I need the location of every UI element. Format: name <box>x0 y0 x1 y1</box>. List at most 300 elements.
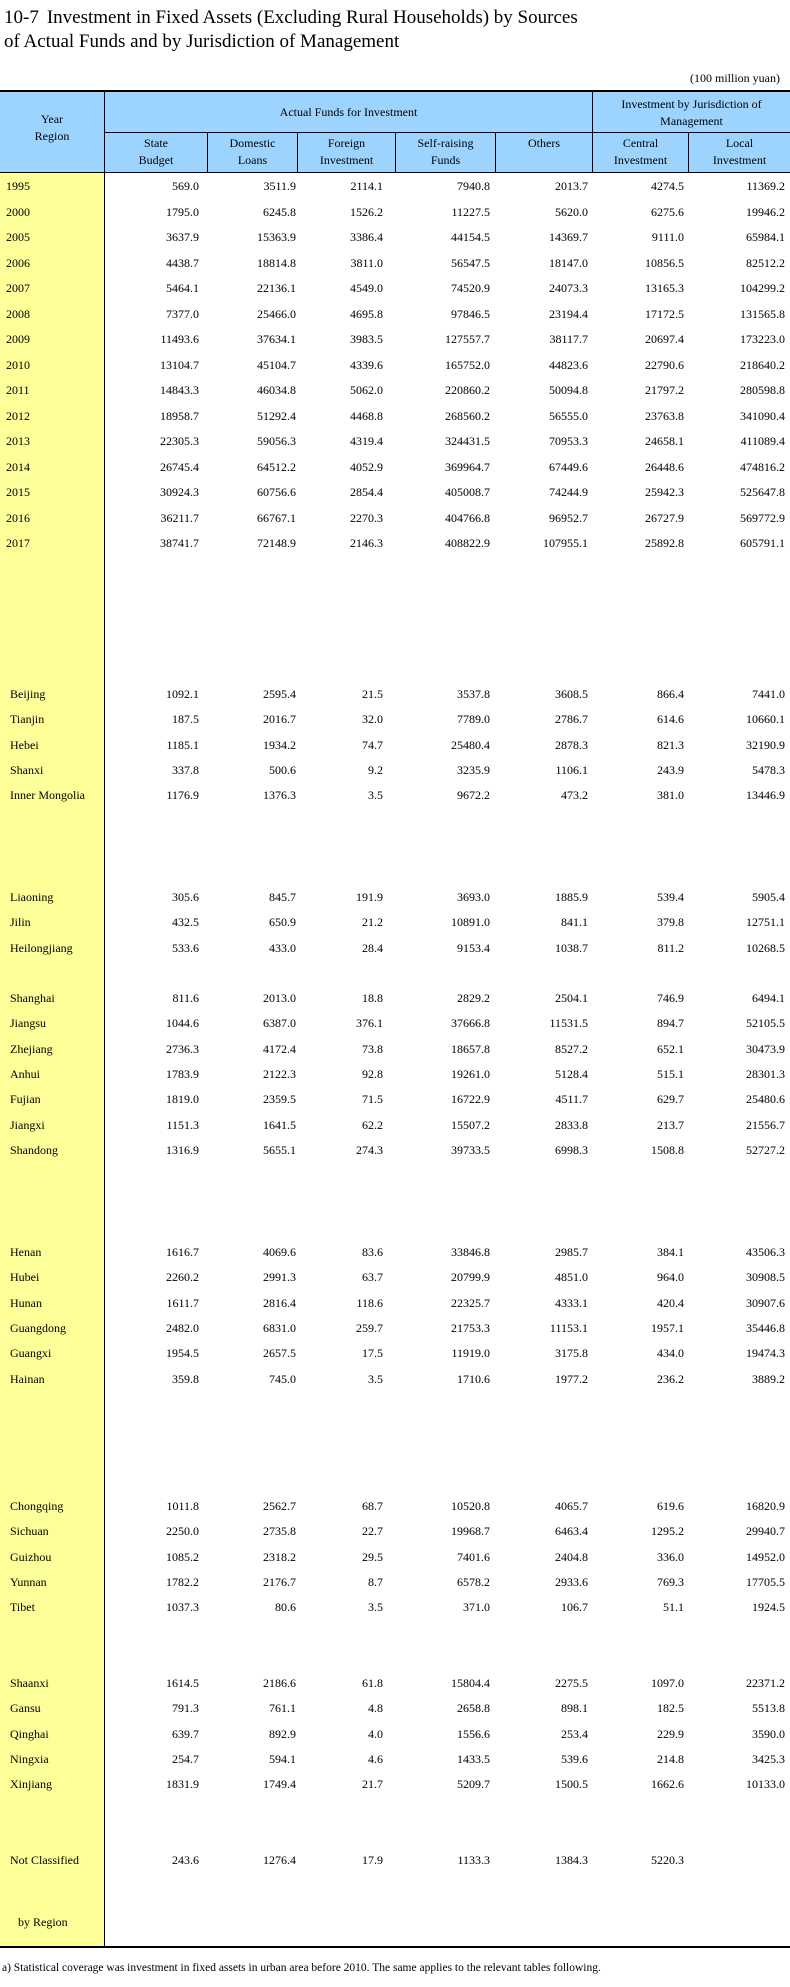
table-cell: 56555.0 <box>549 408 588 423</box>
table-cell: 13446.9 <box>746 788 785 803</box>
col-header-line2: Investment <box>613 153 668 167</box>
row-label: 2010 <box>6 357 30 372</box>
table-cell: 533.6 <box>172 940 199 955</box>
table-row <box>0 1089 790 1109</box>
table-cell: 2270.3 <box>350 510 383 525</box>
table-cell: 369964.7 <box>445 459 490 474</box>
table-row <box>0 1039 790 1059</box>
table-cell: 17.5 <box>362 1346 383 1361</box>
table-cell: 2176.7 <box>263 1574 296 1589</box>
table-row <box>0 1115 790 1135</box>
table-cell: 2482.0 <box>166 1320 199 1335</box>
table-cell: 2562.7 <box>263 1499 296 1513</box>
col-header-line1: Central <box>622 136 659 150</box>
table-cell: 118.6 <box>356 1295 383 1310</box>
table-cell: 652.1 <box>657 1041 684 1056</box>
table-cell: 61.8 <box>362 1676 383 1690</box>
table-cell: 629.7 <box>657 1092 684 1107</box>
last-row-label-continuation <box>0 1912 790 1932</box>
table-cell: 2013.0 <box>263 991 296 1005</box>
table-cell: 433.0 <box>269 940 296 955</box>
table-cell: 65984.1 <box>746 230 785 244</box>
col-header-state-budget <box>105 135 207 169</box>
table-cell: 19946.2 <box>746 204 785 219</box>
table-cell: 3511.9 <box>263 179 296 193</box>
table-cell: 66767.1 <box>257 510 296 525</box>
table-cell: 11369.2 <box>746 179 785 193</box>
row-label: Anhui <box>10 1066 40 1081</box>
table-row <box>0 1267 790 1287</box>
col-header-line2: Investment <box>319 153 374 167</box>
table-cell: 381.0 <box>657 788 684 803</box>
row-label: Tianjin <box>10 712 45 727</box>
row-label: Shanghai <box>10 991 55 1005</box>
table-cell: 1614.5 <box>166 1676 199 1690</box>
table-row <box>0 1774 790 1794</box>
table-cell: 74520.9 <box>451 281 490 295</box>
table-cell: 6463.4 <box>555 1524 588 1539</box>
row-label: 2015 <box>6 485 30 499</box>
table-cell: 71.5 <box>362 1092 383 1107</box>
table-cell: 10133.0 <box>746 1777 785 1792</box>
table-cell: 5478.3 <box>752 762 785 777</box>
table-row <box>0 1064 790 1084</box>
table-row <box>0 938 790 958</box>
table-cell: 9111.0 <box>651 230 684 244</box>
table-cell: 3425.3 <box>752 1751 785 1766</box>
table-cell: 1957.1 <box>651 1320 684 1335</box>
table-cell: 51.1 <box>663 1600 684 1615</box>
table-cell: 2829.2 <box>457 991 490 1005</box>
table-cell: 218640.2 <box>740 357 785 372</box>
col-header-line1: Others <box>528 136 560 150</box>
table-cell: 220860.2 <box>445 383 490 397</box>
table-number: 10-7 <box>4 7 39 28</box>
table-cell: 6387.0 <box>263 1016 296 1031</box>
table-cell: 2186.6 <box>263 1676 296 1690</box>
header-bottom-rule <box>0 172 790 173</box>
table-cell: 26727.9 <box>645 510 684 525</box>
table-cell: 9672.2 <box>457 788 490 803</box>
table-cell: 10660.1 <box>746 712 785 727</box>
table-cell: 6998.3 <box>555 1142 588 1157</box>
table-cell: 2146.3 <box>350 536 383 550</box>
table-cell: 1710.6 <box>457 1371 490 1386</box>
table-cell: 7441.0 <box>752 687 785 701</box>
table-cell: 18958.7 <box>160 408 199 423</box>
col-header-domestic-loans <box>208 135 297 169</box>
table-cell: 20799.9 <box>451 1270 490 1285</box>
table-cell: 2658.8 <box>457 1701 490 1716</box>
table-cell: 22.7 <box>362 1524 383 1539</box>
table-cell: 408822.9 <box>445 536 490 550</box>
table-cell: 39733.5 <box>451 1142 490 1157</box>
row-label: Jilin <box>10 915 31 930</box>
table-cell: 2736.3 <box>166 1041 199 1056</box>
table-cell: 2833.8 <box>555 1117 588 1132</box>
stub-header-text <box>0 111 104 145</box>
row-label: 2016 <box>6 510 30 525</box>
table-cell: 639.7 <box>172 1726 199 1741</box>
col-header-line1: Local <box>725 136 754 150</box>
table-cell: 6275.6 <box>651 204 684 219</box>
table-cell: 3537.8 <box>457 687 490 701</box>
table-row <box>0 202 790 222</box>
table-cell: 2114.1 <box>350 179 383 193</box>
table-cell: 1151.3 <box>166 1117 199 1132</box>
table-cell: 5464.1 <box>166 281 199 295</box>
table-cell: 1011.8 <box>166 1499 199 1513</box>
table-cell: 19474.3 <box>746 1346 785 1361</box>
table-cell: 1185.1 <box>166 737 199 752</box>
table-cell: 3.5 <box>368 1600 383 1615</box>
group-header-jurisdiction-line2: Management <box>660 114 723 128</box>
table-cell: 229.9 <box>657 1726 684 1741</box>
table-cell: 4274.5 <box>651 179 684 193</box>
table-cell: 4695.8 <box>350 306 383 321</box>
table-cell: 1616.7 <box>166 1245 199 1259</box>
table-cell: 1556.6 <box>457 1726 490 1741</box>
table-row <box>0 1521 790 1541</box>
col-header-line1: Foreign <box>327 136 366 150</box>
table-cell: 405008.7 <box>445 485 490 499</box>
table-cell: 44154.5 <box>451 230 490 244</box>
table-cell: 1295.2 <box>651 1524 684 1539</box>
table-cell: 4549.0 <box>350 281 383 295</box>
table-cell: 324431.5 <box>445 434 490 448</box>
table-row <box>0 684 790 704</box>
table-bottom-rule <box>0 1946 790 1948</box>
table-cell: 1526.2 <box>350 204 383 219</box>
table-cell: 25892.8 <box>645 536 684 550</box>
table-cell: 11531.5 <box>549 1016 588 1031</box>
table-cell: 769.3 <box>657 1574 684 1589</box>
table-cell: 254.7 <box>172 1751 199 1766</box>
table-cell: 68.7 <box>362 1499 383 1513</box>
table-cell: 3637.9 <box>166 230 199 244</box>
row-label: Shanxi <box>10 762 44 777</box>
table-cell: 3889.2 <box>752 1371 785 1386</box>
group-header-jurisdiction-line1: Investment by Jurisdiction of <box>621 97 762 111</box>
table-cell: 63.7 <box>362 1270 383 1285</box>
table-cell: 3235.9 <box>457 762 490 777</box>
table-row <box>0 304 790 324</box>
table-cell: 5905.4 <box>752 890 785 904</box>
table-cell: 3983.5 <box>350 332 383 346</box>
table-cell: 18657.8 <box>451 1041 490 1056</box>
table-cell: 404766.8 <box>445 510 490 525</box>
row-label: Guizhou <box>10 1549 52 1564</box>
table-cell: 2878.3 <box>555 737 588 752</box>
stub-header-year: Year <box>40 112 64 126</box>
table-cell: 4069.6 <box>263 1245 296 1259</box>
table-cell: 20697.4 <box>645 332 684 346</box>
table-cell: 24073.3 <box>549 281 588 295</box>
table-cell: 359.8 <box>172 1371 199 1386</box>
table-row <box>0 329 790 349</box>
table-cell: 3.5 <box>368 788 383 803</box>
table-cell: 28301.3 <box>746 1066 785 1081</box>
col-header-self-raising-funds <box>396 135 495 169</box>
table-cell: 1376.3 <box>263 788 296 803</box>
table-cell: 1276.4 <box>263 1853 296 1867</box>
table-row <box>0 912 790 932</box>
table-cell: 1092.1 <box>166 687 199 701</box>
table-cell: 243.6 <box>172 1853 199 1867</box>
table-cell: 2933.6 <box>555 1574 588 1589</box>
table-cell: 52105.5 <box>746 1016 785 1031</box>
table-row <box>0 380 790 400</box>
table-cell: 13165.3 <box>645 281 684 295</box>
table-cell: 1934.2 <box>263 737 296 752</box>
table-cell: 1954.5 <box>166 1346 199 1361</box>
table-cell: 131565.8 <box>740 306 785 321</box>
table-cell: 9.2 <box>368 762 383 777</box>
row-label: Chongqing <box>10 1499 64 1513</box>
table-cell: 43506.3 <box>746 1245 785 1259</box>
row-label: 2008 <box>6 306 30 321</box>
table-row <box>0 1749 790 1769</box>
table-cell: 4.8 <box>368 1701 383 1716</box>
row-label: 2013 <box>6 434 30 448</box>
table-cell: 791.3 <box>172 1701 199 1716</box>
table-cell: 3590.0 <box>752 1726 785 1741</box>
table-cell: 5620.0 <box>555 204 588 219</box>
table-cell: 3175.8 <box>555 1346 588 1361</box>
table-cell: 8.7 <box>368 1574 383 1589</box>
table-cell: 59056.3 <box>257 434 296 448</box>
table-cell: 52727.2 <box>746 1142 785 1157</box>
table-row <box>0 887 790 907</box>
row-label: Xinjiang <box>10 1777 52 1792</box>
row-label: Jiangxi <box>10 1117 45 1132</box>
table-cell: 3.5 <box>368 1371 383 1386</box>
table-cell: 4511.7 <box>555 1092 588 1107</box>
col-header-central-investment <box>593 135 688 169</box>
col-header-line2: Funds <box>430 153 461 167</box>
table-cell: 4851.0 <box>555 1270 588 1285</box>
table-cell: 2275.5 <box>555 1676 588 1690</box>
table-cell: 268560.2 <box>445 408 490 423</box>
table-cell: 5655.1 <box>263 1142 296 1157</box>
table-cell: 500.6 <box>269 762 296 777</box>
table-cell: 30924.3 <box>160 485 199 499</box>
table-cell: 21556.7 <box>746 1117 785 1132</box>
table-cell: 9153.4 <box>457 940 490 955</box>
table-cell: 379.8 <box>657 915 684 930</box>
table-cell: 6578.2 <box>457 1574 490 1589</box>
table-cell: 1044.6 <box>166 1016 199 1031</box>
table-row <box>0 735 790 755</box>
table-row <box>0 533 790 553</box>
table-cell: 28.4 <box>362 940 383 955</box>
table-cell: 7940.8 <box>457 179 490 193</box>
row-label: Henan <box>10 1245 42 1259</box>
table-cell: 4.0 <box>368 1726 383 1741</box>
unit-label: (100 million yuan) <box>690 71 780 85</box>
row-label: 2011 <box>6 383 30 397</box>
table-cell: 22325.7 <box>451 1295 490 1310</box>
row-label: Guangxi <box>10 1346 52 1361</box>
table-cell: 29940.7 <box>746 1524 785 1539</box>
table-cell: 56547.5 <box>451 255 490 270</box>
row-label: Heilongjiang <box>10 940 73 955</box>
col-header-others <box>496 135 592 152</box>
table-cell: 569772.9 <box>740 510 785 525</box>
table-cell: 1924.5 <box>752 1600 785 1615</box>
table-row <box>0 1698 790 1718</box>
row-label: 1995 <box>6 179 30 193</box>
table-cell: 74244.9 <box>549 485 588 499</box>
table-cell: 82512.2 <box>746 255 785 270</box>
table-row <box>0 457 790 477</box>
table-cell: 1749.4 <box>263 1777 296 1792</box>
row-label: 2009 <box>6 332 30 346</box>
table-cell: 274.3 <box>356 1142 383 1157</box>
table-cell: 36211.7 <box>160 510 199 525</box>
table-cell: 1611.7 <box>166 1295 199 1310</box>
table-cell: 106.7 <box>561 1600 588 1615</box>
table-cell: 17705.5 <box>746 1574 785 1589</box>
table-cell: 21753.3 <box>451 1320 490 1335</box>
table-row <box>0 1547 790 1567</box>
table-cell: 1085.2 <box>166 1549 199 1564</box>
row-label: Liaoning <box>10 890 54 904</box>
table-row <box>0 508 790 528</box>
table-cell: 1384.3 <box>555 1853 588 1867</box>
table-cell: 11493.6 <box>160 332 199 346</box>
group-header-actual-funds: Actual Funds for Investment <box>279 105 418 119</box>
table-cell: 5220.3 <box>651 1853 684 1867</box>
table-cell: 866.4 <box>657 687 684 701</box>
table-cell: 2260.2 <box>166 1270 199 1285</box>
table-cell: 2985.7 <box>555 1245 588 1259</box>
table-cell: 894.7 <box>657 1016 684 1031</box>
table-row <box>0 355 790 375</box>
table-cell: 29.5 <box>362 1549 383 1564</box>
row-label: Shaanxi <box>10 1676 49 1690</box>
table-cell: 16820.9 <box>746 1499 785 1513</box>
table-cell: 21797.2 <box>645 383 684 397</box>
row-label: Zhejiang <box>10 1041 53 1056</box>
table-cell: 214.8 <box>657 1751 684 1766</box>
table-cell: 44823.6 <box>549 357 588 372</box>
table-cell: 236.2 <box>657 1371 684 1386</box>
table-row <box>0 709 790 729</box>
row-label: 2000 <box>6 204 30 219</box>
table-row <box>0 1496 790 1516</box>
table-cell: 411089.4 <box>740 434 785 448</box>
table-cell: 33846.8 <box>451 1245 490 1259</box>
table-row <box>0 1724 790 1744</box>
table-cell: 12751.1 <box>746 915 785 930</box>
table-cell: 50094.8 <box>549 383 588 397</box>
row-label: 2007 <box>6 281 30 295</box>
table-cell: 10520.8 <box>451 1499 490 1513</box>
table-cell: 376.1 <box>356 1016 383 1031</box>
table-cell: 25480.4 <box>451 737 490 752</box>
table-cell: 892.9 <box>269 1726 296 1741</box>
table-cell: 4052.9 <box>350 459 383 474</box>
table-cell: 25480.6 <box>746 1092 785 1107</box>
table-cell: 569.0 <box>172 179 199 193</box>
table-cell: 30907.6 <box>746 1295 785 1310</box>
table-cell: 60756.6 <box>257 485 296 499</box>
col-header-local-investment <box>689 135 790 169</box>
row-label: Fujian <box>10 1092 41 1107</box>
row-label: Hubei <box>10 1270 40 1285</box>
table-cell: 30908.5 <box>746 1270 785 1285</box>
table-cell: 4172.4 <box>263 1041 296 1056</box>
table-cell: 22305.3 <box>160 434 199 448</box>
table-cell: 3693.0 <box>457 890 490 904</box>
table-cell: 2318.2 <box>263 1549 296 1564</box>
row-label: Tibet <box>10 1600 35 1615</box>
row-label: Inner Mongolia <box>10 788 85 803</box>
table-cell: 23194.4 <box>549 306 588 321</box>
table-cell: 11227.5 <box>451 204 490 219</box>
col-header-line1: State <box>144 136 168 150</box>
table-cell: 70953.3 <box>549 434 588 448</box>
table-cell: 213.7 <box>657 1117 684 1132</box>
table-cell: 37634.1 <box>257 332 296 346</box>
table-cell: 371.0 <box>463 1600 490 1615</box>
table-cell: 92.8 <box>362 1066 383 1081</box>
table-cell: 1500.5 <box>555 1777 588 1792</box>
col-header-line2: Loans <box>237 153 268 167</box>
table-title <box>4 6 784 54</box>
table-cell: 1316.9 <box>166 1142 199 1157</box>
table-cell: 6245.8 <box>263 204 296 219</box>
table-cell: 11919.0 <box>451 1346 490 1361</box>
table-cell: 525647.8 <box>740 485 785 499</box>
table-cell: 1885.9 <box>555 890 588 904</box>
table-cell: 384.1 <box>657 1245 684 1259</box>
table-cell: 17172.5 <box>645 306 684 321</box>
table-cell: 420.4 <box>657 1295 684 1310</box>
table-cell: 19968.7 <box>451 1524 490 1539</box>
table-cell: 46034.8 <box>257 383 296 397</box>
table-cell: 14843.3 <box>160 383 199 397</box>
table-cell: 7401.6 <box>457 1549 490 1564</box>
table-cell: 32190.9 <box>746 737 785 752</box>
table-cell: 10268.5 <box>746 940 785 955</box>
table-cell: 5062.0 <box>350 383 383 397</box>
table-cell: 2786.7 <box>555 712 588 727</box>
table-cell: 22371.2 <box>746 1676 785 1690</box>
table-cell: 821.3 <box>657 737 684 752</box>
table-cell: 898.1 <box>561 1701 588 1716</box>
table-cell: 5513.8 <box>752 1701 785 1716</box>
table-cell: 745.0 <box>269 1371 296 1386</box>
table-cell: 187.5 <box>172 712 199 727</box>
table-cell: 1782.2 <box>166 1574 199 1589</box>
table-cell: 1106.1 <box>555 762 588 777</box>
row-label: 2017 <box>6 536 30 550</box>
table-row <box>0 1140 790 1160</box>
row-label-line2: by Region <box>18 1915 68 1929</box>
table-cell: 1433.5 <box>457 1751 490 1766</box>
table-row <box>0 1293 790 1313</box>
table-cell: 80.6 <box>275 1600 296 1615</box>
table-cell: 3608.5 <box>555 687 588 701</box>
table-cell: 619.6 <box>657 1499 684 1513</box>
table-row <box>0 253 790 273</box>
table-row <box>0 1343 790 1363</box>
table-cell: 104299.2 <box>740 281 785 295</box>
table-cell: 964.0 <box>657 1270 684 1285</box>
table-cell: 594.1 <box>269 1751 296 1766</box>
